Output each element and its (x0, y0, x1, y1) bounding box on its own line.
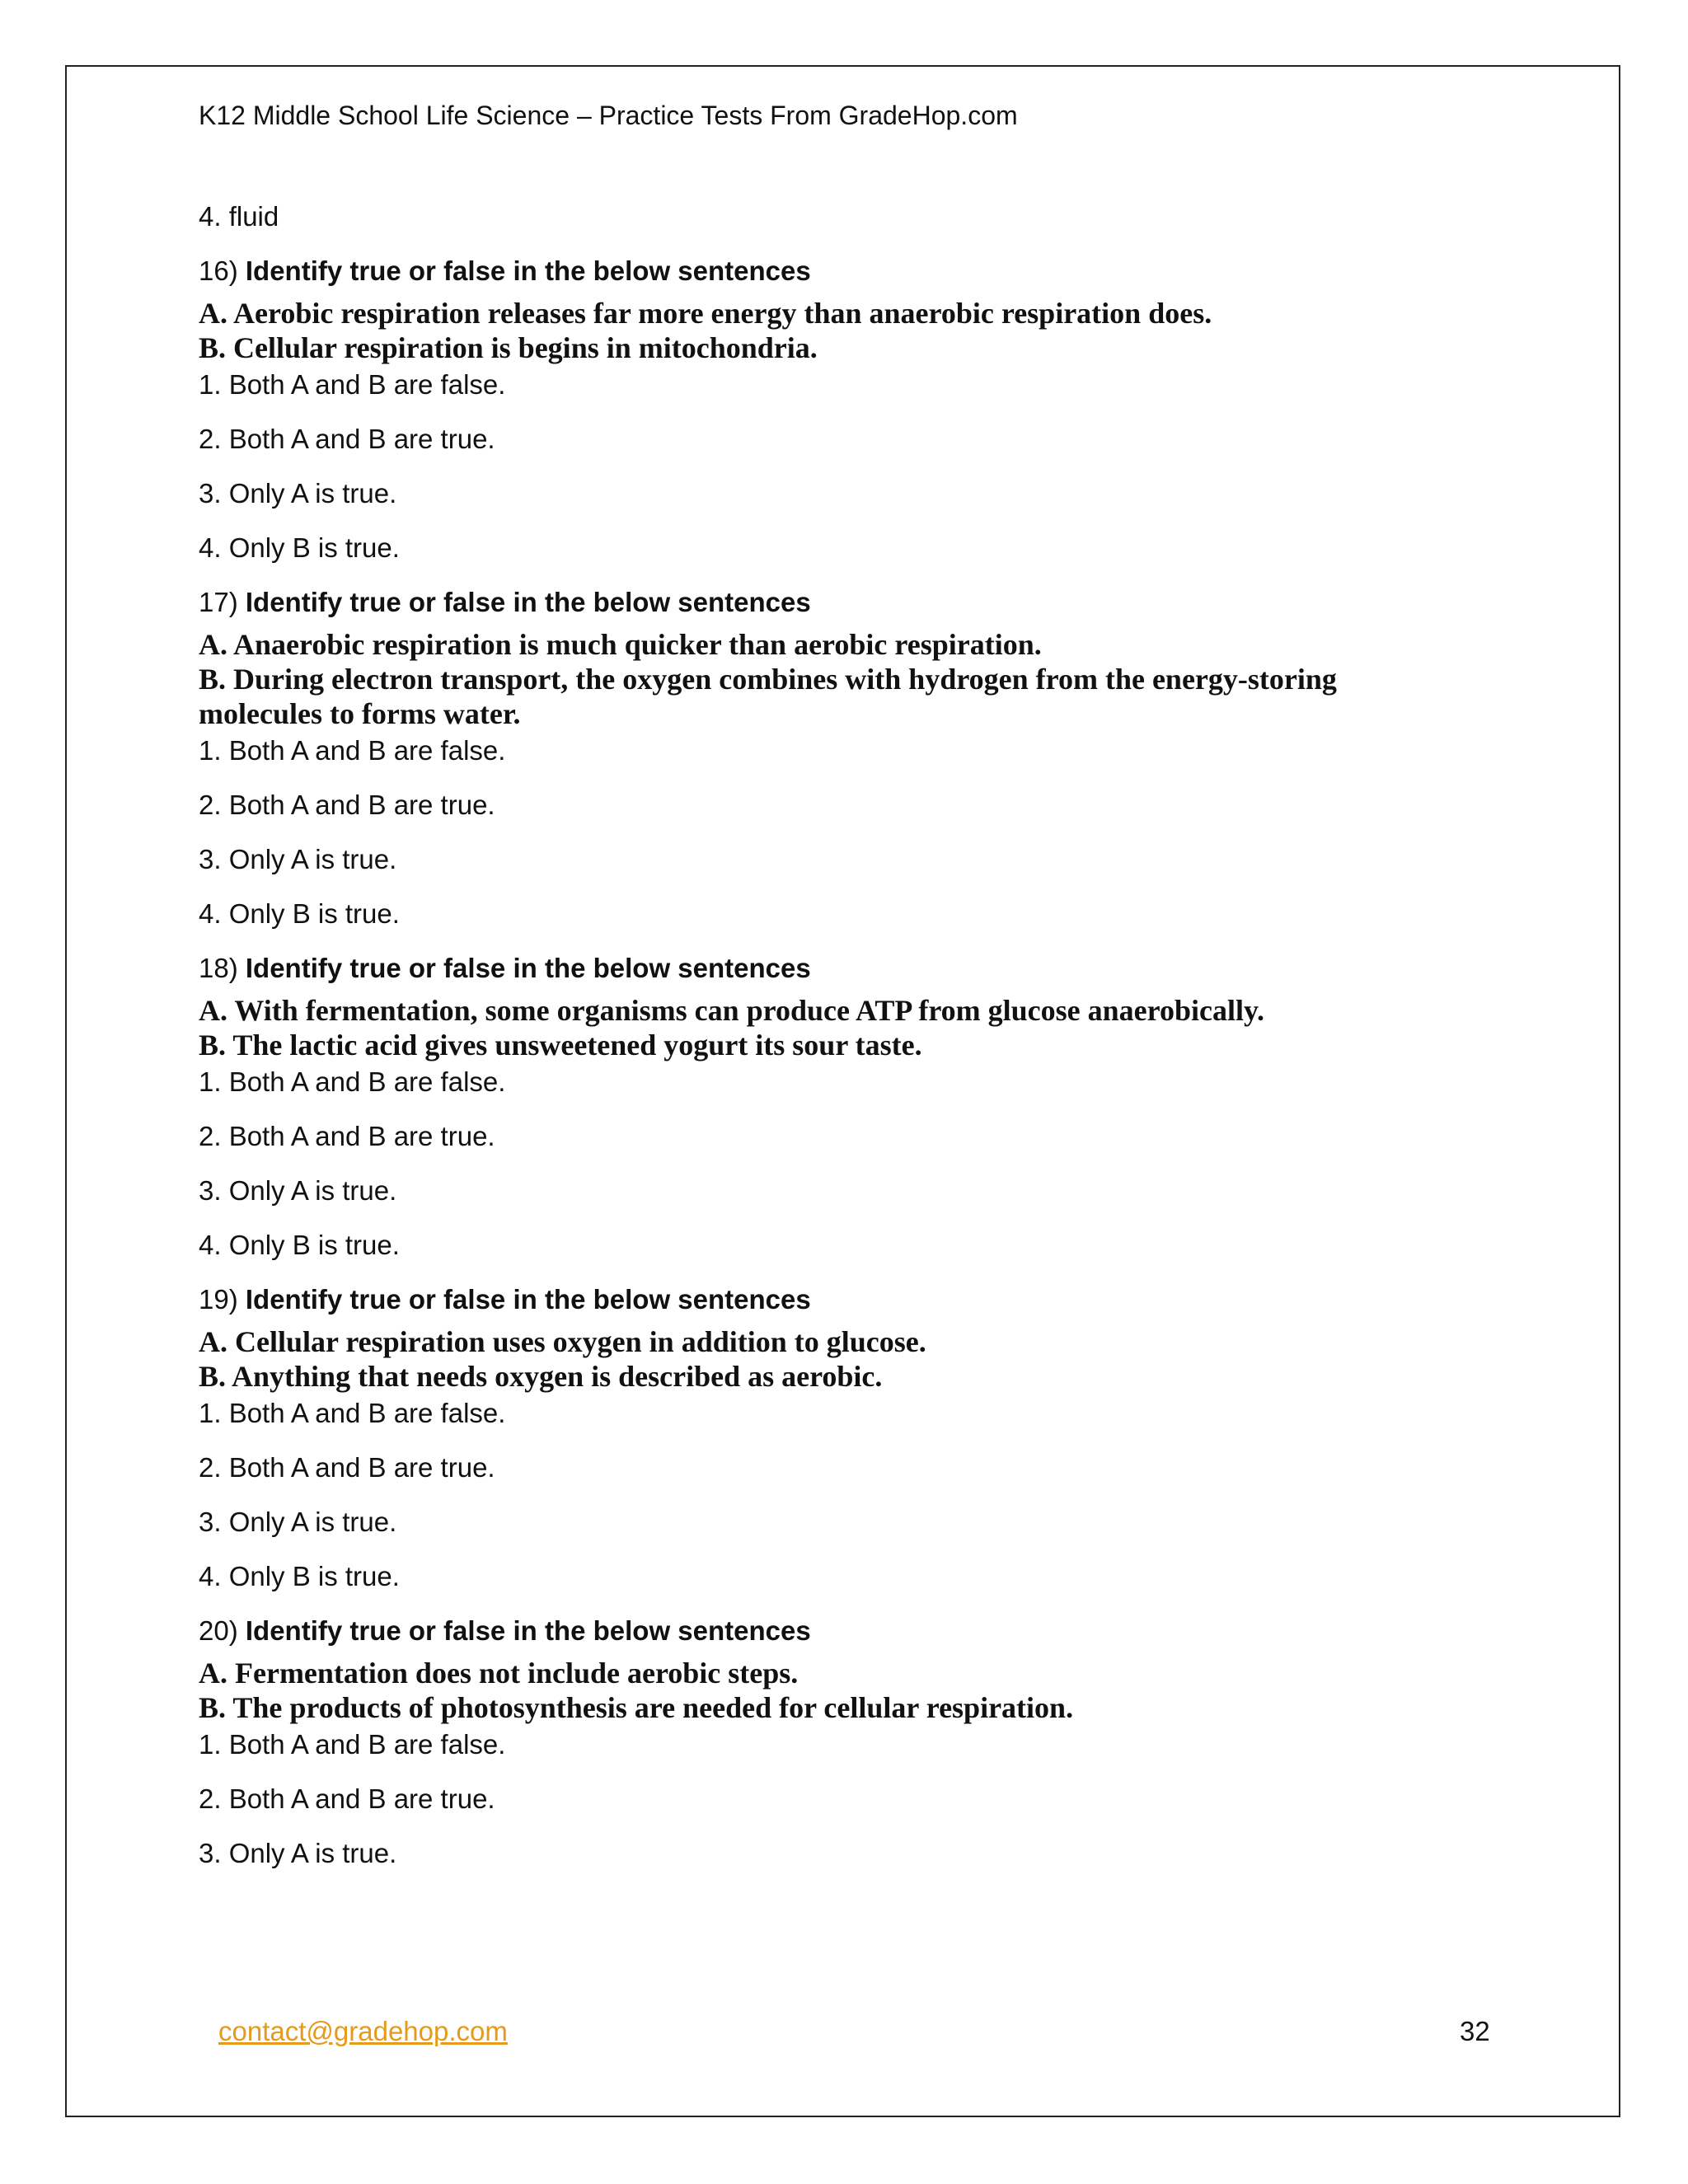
statement: molecules to forms water. (199, 697, 521, 730)
question-title: Identify true or false in the below sentences (245, 1284, 811, 1315)
answer-option-list (199, 734, 1484, 930)
statement: A. Cellular respiration uses oxygen in addition to glucose. (199, 1325, 926, 1358)
answer-option: 1. Both A and B are false. (199, 735, 506, 766)
statement-list (199, 1324, 1484, 1394)
answer-option: 2. Both A and B are true. (199, 1783, 495, 1814)
statement: A. Aerobic respiration releases far more energy than anaerobic respiration does. (199, 297, 1212, 330)
page-content (199, 200, 1484, 1891)
answer-option: 3. Only A is true. (199, 844, 397, 874)
question-heading (199, 1283, 1484, 1316)
answer-option-list (199, 1397, 1484, 1593)
answer-option: 1. Both A and B are false. (199, 1066, 506, 1097)
answer-option: 4. Only B is true. (199, 1230, 400, 1260)
answer-option: 3. Only A is true. (199, 1507, 397, 1537)
statement-list (199, 627, 1484, 731)
statement-list (199, 296, 1484, 365)
answer-option: 4. Only B is true. (199, 532, 400, 563)
question-block (199, 1283, 1484, 1593)
question-number: 17) (199, 587, 238, 617)
answer-option: 3. Only A is true. (199, 1175, 397, 1206)
question-block (199, 1615, 1484, 1870)
statement-list (199, 1656, 1484, 1725)
page-number: 32 (1460, 2016, 1490, 2046)
answer-option: 3. Only A is true. (199, 1838, 397, 1868)
question-title: Identify true or false in the below sentences (245, 953, 811, 983)
answer-option: 2. Both A and B are true. (199, 1121, 495, 1151)
answer-option: 4. Only B is true. (199, 898, 400, 929)
answer-option: 1. Both A and B are false. (199, 1729, 506, 1760)
previous-question-option: 4. fluid (199, 201, 279, 232)
answer-option: 2. Both A and B are true. (199, 424, 495, 454)
question-block (199, 586, 1484, 930)
question-heading (199, 586, 1484, 619)
question-block (199, 952, 1484, 1262)
answer-option-list (199, 1728, 1484, 1870)
question-heading (199, 952, 1484, 985)
answer-option: 2. Both A and B are true. (199, 790, 495, 820)
answer-option: 2. Both A and B are true. (199, 1452, 495, 1483)
question-number: 18) (199, 953, 238, 983)
question-heading (199, 255, 1484, 288)
question-list (199, 255, 1484, 1870)
question-number: 19) (199, 1284, 238, 1315)
answer-option: 1. Both A and B are false. (199, 1398, 506, 1428)
question-number: 20) (199, 1615, 238, 1646)
answer-option-list (199, 368, 1484, 565)
question-block (199, 255, 1484, 565)
question-heading (199, 1615, 1484, 1647)
question-number: 16) (199, 255, 238, 286)
contact-email-link[interactable]: contact@gradehop.com (218, 2016, 508, 2046)
statement: B. The products of photosynthesis are needed for cellular respiration. (199, 1691, 1074, 1724)
statement: B. During electron transport, the oxygen combines with hydrogen from the energy-storing (199, 663, 1337, 696)
question-title: Identify true or false in the below sentences (245, 255, 811, 286)
answer-option: 4. Only B is true. (199, 1561, 400, 1591)
question-title: Identify true or false in the below sentences (245, 587, 811, 617)
statement: B. Anything that needs oxygen is described as aerobic. (199, 1360, 883, 1393)
statement-list (199, 993, 1484, 1062)
statement: A. Fermentation does not include aerobic steps. (199, 1657, 799, 1690)
statement: A. Anaerobic respiration is much quicker than aerobic respiration. (199, 628, 1042, 661)
answer-option: 3. Only A is true. (199, 478, 397, 509)
statement: A. With fermentation, some organisms can produce ATP from glucose anaerobically. (199, 994, 1264, 1027)
question-title: Identify true or false in the below sentences (245, 1615, 811, 1646)
answer-option: 1. Both A and B are false. (199, 369, 506, 400)
answer-option-list (199, 1066, 1484, 1262)
page-header: K12 Middle School Life Science – Practice Tests From GradeHop.com (199, 101, 1018, 130)
statement: B. The lactic acid gives unsweetened yogurt its sour taste. (199, 1029, 922, 1062)
statement: B. Cellular respiration is begins in mitochondria. (199, 331, 818, 364)
